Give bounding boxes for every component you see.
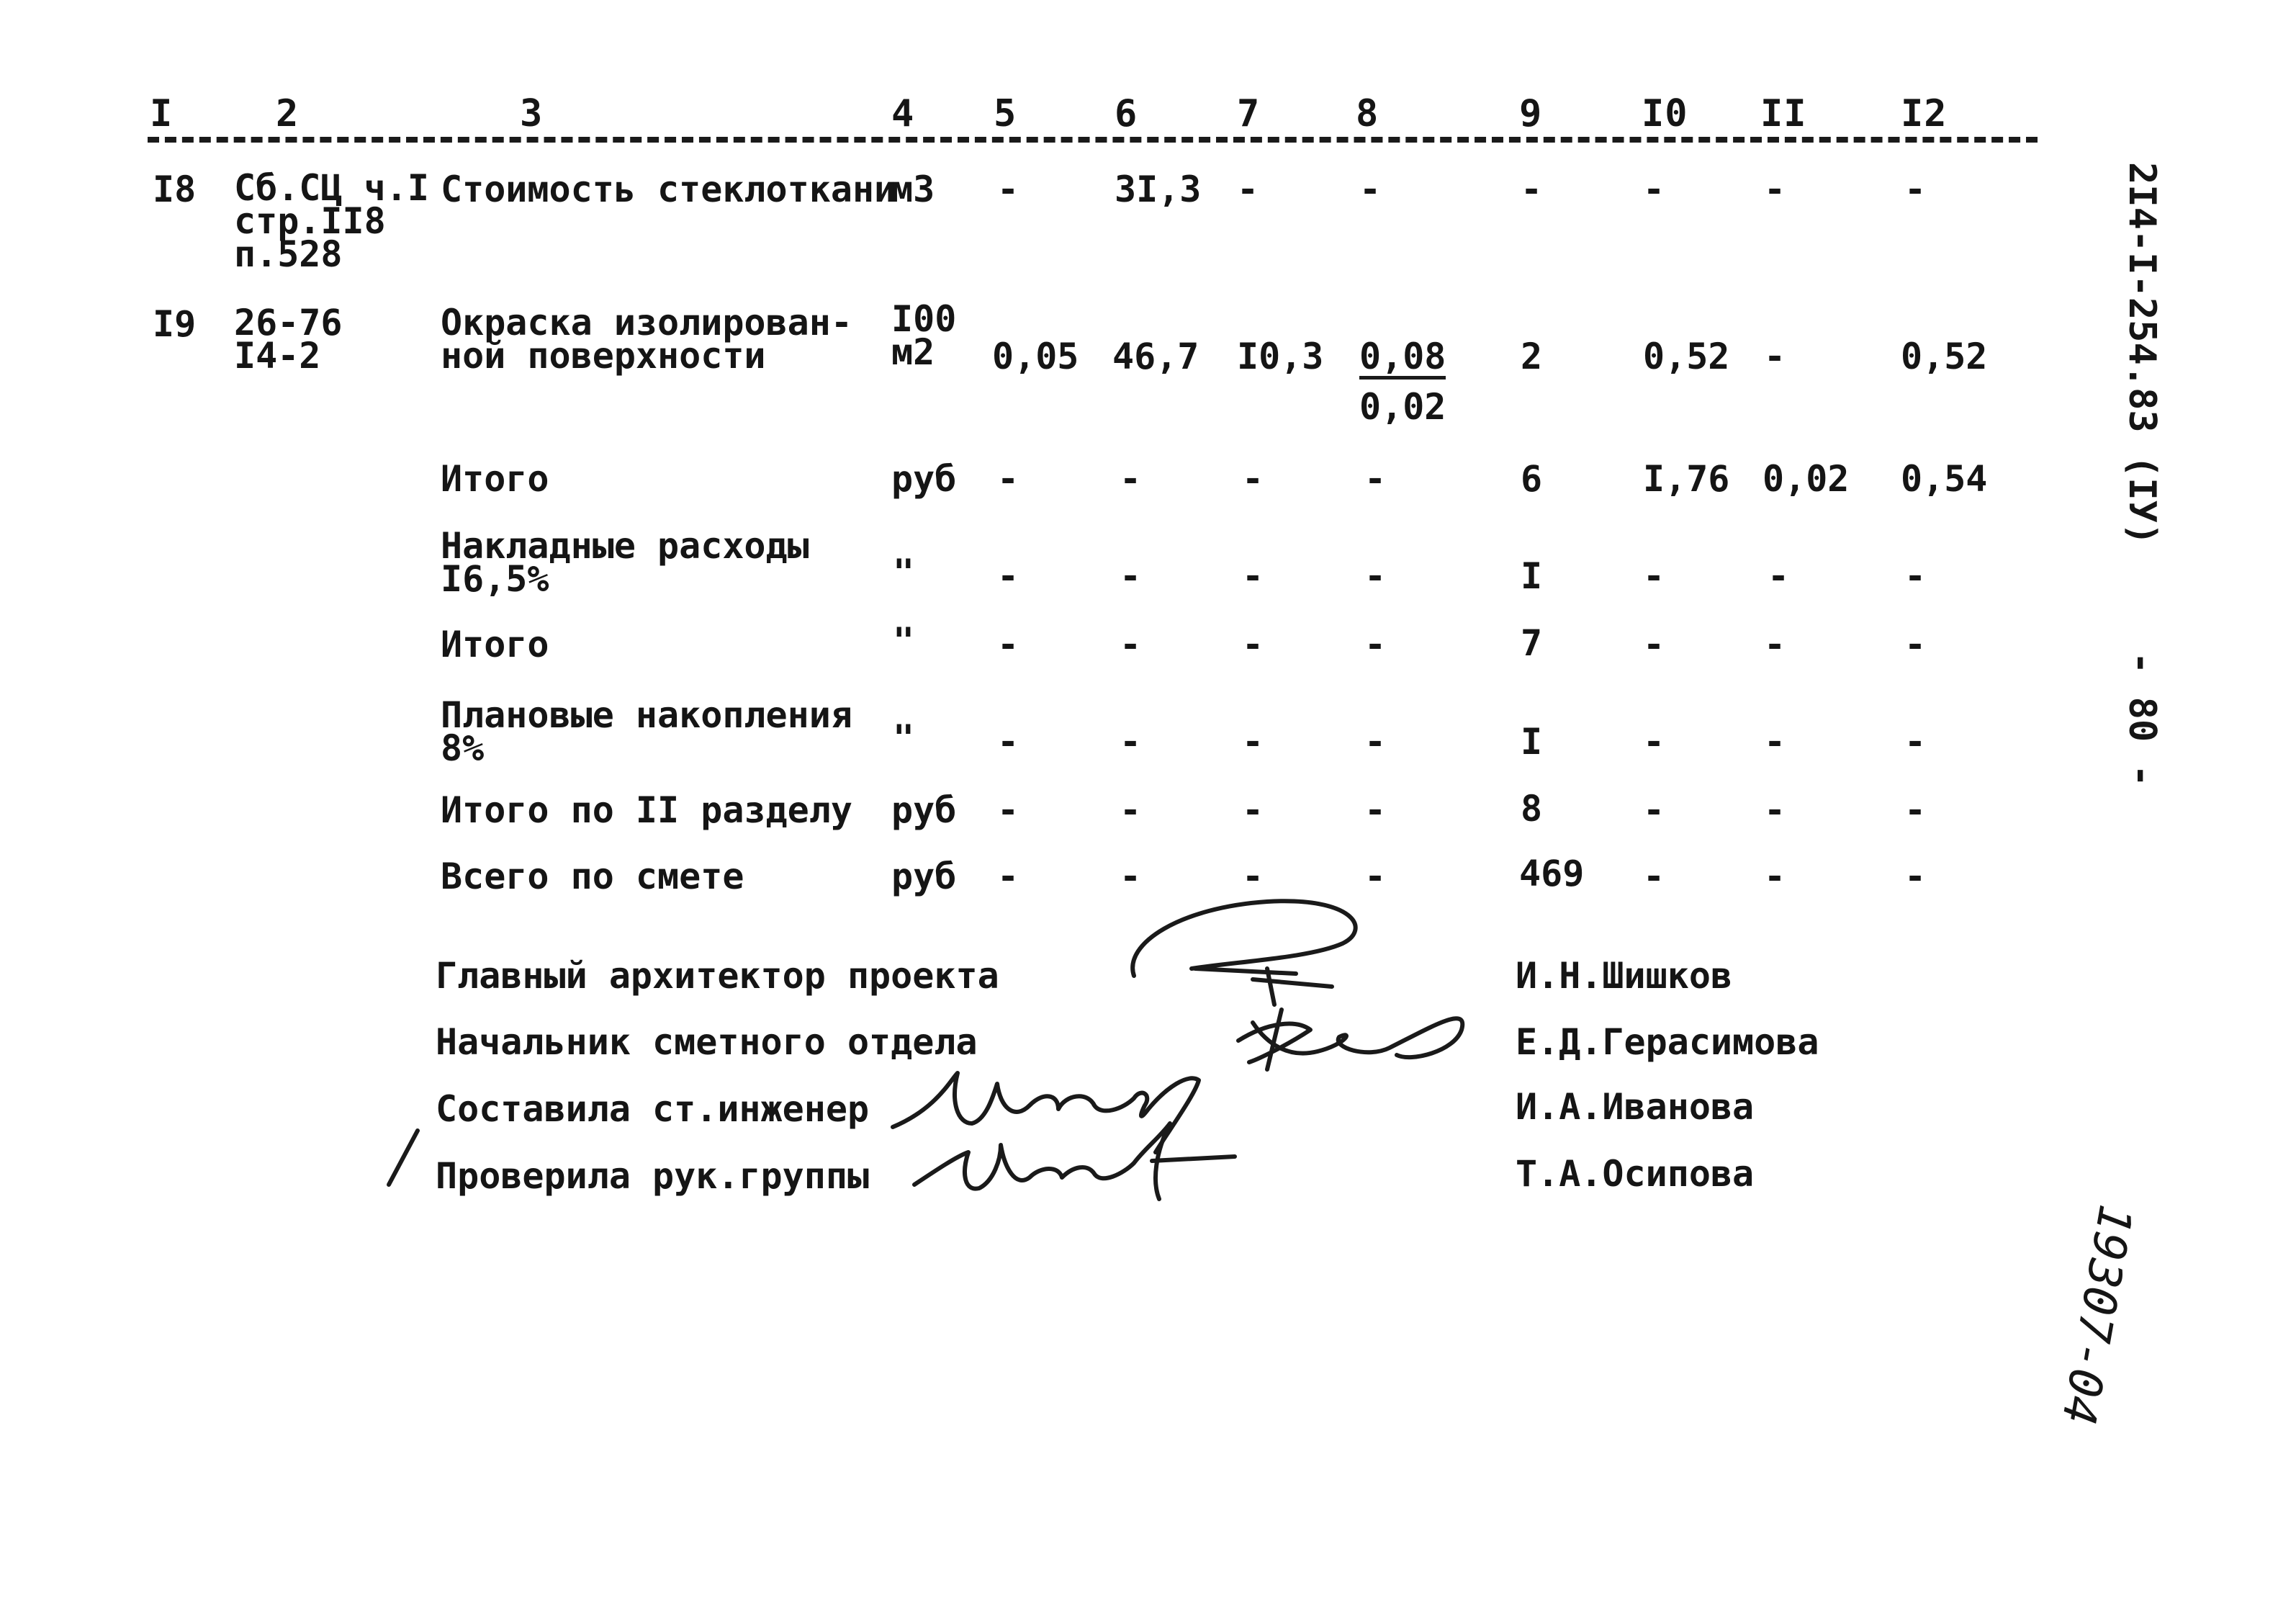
col7-value: - — [1242, 624, 1264, 665]
col7-value: I0,3 — [1237, 336, 1324, 377]
column-header-5: 5 — [994, 92, 1017, 135]
column-header-11: II — [1760, 92, 1807, 135]
column-header-2: 2 — [276, 92, 300, 135]
col8-value: - — [1364, 624, 1387, 665]
col11-value: 0,02 — [1762, 458, 1850, 500]
signature-role: Составила ст.инженер — [436, 1088, 870, 1130]
signature-role: Главный архитектор проекта — [436, 955, 999, 997]
col5-value: - — [997, 721, 1019, 763]
unit: " — [893, 552, 915, 593]
col12-value: 0,54 — [1901, 458, 1988, 500]
col12-value: - — [1904, 789, 1927, 831]
margin-slash-mark — [389, 1131, 418, 1185]
reference: Сб.СЦ ч.I стр.II8 п.528 — [234, 167, 429, 275]
signature-name: Е.Д.Герасимова — [1516, 1021, 1819, 1063]
work-name: Всего по смете — [441, 856, 744, 897]
col12-value: - — [1904, 721, 1927, 763]
col11-value: - — [1764, 169, 1786, 210]
col12-value: - — [1904, 169, 1927, 210]
unit: " — [893, 620, 915, 662]
col10-value: - — [1643, 624, 1665, 665]
col11-value: - — [1768, 555, 1790, 597]
col9-value: I — [1521, 721, 1543, 763]
col8-value-top: 0,08 — [1359, 338, 1446, 380]
col12-value: - — [1904, 856, 1927, 897]
col6-value: - — [1120, 721, 1142, 763]
document-code: 2I4-I-254.83 (IУ) — [2120, 162, 2164, 546]
col8-value-bottom: 0,02 — [1359, 386, 1446, 428]
col5-value: - — [997, 856, 1019, 897]
unit: м3 — [891, 169, 935, 210]
col8-value: - — [1364, 458, 1387, 500]
column-header-1: I — [150, 92, 174, 135]
col11-value: - — [1764, 721, 1786, 763]
col8-value: - — [1364, 789, 1387, 831]
work-name: Стоимость стеклоткани — [441, 169, 896, 210]
col8-value: - — [1364, 856, 1387, 897]
col12-value: - — [1904, 555, 1927, 597]
column-header-9: 9 — [1519, 92, 1543, 135]
col10-value: 0,52 — [1643, 336, 1730, 377]
inventory-number: 19307-04 — [2050, 1200, 2142, 1429]
col7-value: - — [1242, 789, 1264, 831]
col6-value: 3I,3 — [1115, 169, 1202, 210]
unit: руб — [891, 856, 957, 897]
col6-value: - — [1120, 789, 1142, 831]
signature-name: И.Н.Шишков — [1516, 955, 1733, 997]
unit: " — [893, 717, 915, 759]
work-name: Плановые накопления 8% — [441, 694, 852, 769]
signature-scribble-checker — [914, 1123, 1235, 1199]
col6-value: - — [1120, 555, 1142, 597]
col5-value: - — [997, 624, 1019, 665]
col8-value: - — [1359, 169, 1382, 210]
col9-value: - — [1521, 169, 1543, 210]
column-header-7: 7 — [1237, 92, 1261, 135]
signature-role: Начальник сметного отдела — [436, 1021, 978, 1063]
work-name: Накладные расходы I6,5% — [441, 525, 809, 600]
col10-value: - — [1643, 789, 1665, 831]
work-name: Итого по II разделу — [441, 789, 852, 831]
work-name: Итого — [441, 624, 549, 665]
col6-value: - — [1120, 624, 1142, 665]
col12-value: 0,52 — [1901, 336, 1988, 377]
work-name: Окраска изолирован- ной поверхности — [441, 302, 852, 377]
unit: I00 м2 — [891, 298, 957, 373]
col9-value: 2 — [1521, 336, 1543, 377]
column-header-12: I2 — [1901, 92, 1948, 135]
col10-value: - — [1643, 169, 1665, 210]
row-number: I9 — [153, 303, 197, 345]
col8-value: - — [1364, 721, 1387, 763]
column-header-3: 3 — [520, 92, 544, 135]
signature-scribble-dept-head — [1238, 1010, 1462, 1069]
signature-name: И.А.Иванова — [1516, 1086, 1755, 1128]
col9-value: 8 — [1521, 788, 1543, 830]
signature-role: Проверила рук.группы — [436, 1155, 870, 1197]
col5-value: 0,05 — [992, 336, 1079, 377]
col12-value: - — [1904, 624, 1927, 665]
col9-value: 6 — [1521, 458, 1543, 500]
col7-value: - — [1242, 856, 1264, 897]
col5-value: - — [997, 555, 1019, 597]
col7-value: - — [1242, 721, 1264, 763]
col5-value: - — [997, 169, 1019, 210]
col11-value: - — [1764, 624, 1786, 665]
col6-value: - — [1120, 856, 1142, 897]
column-header-8: 8 — [1356, 92, 1379, 135]
col8-value: - — [1364, 555, 1387, 597]
col5-value: - — [997, 789, 1019, 831]
col11-value: - — [1764, 856, 1786, 897]
column-header-4: 4 — [891, 92, 915, 135]
col10-value: - — [1643, 721, 1665, 763]
col11-value: - — [1764, 789, 1786, 831]
unit: руб — [891, 789, 957, 831]
signature-name: Т.А.Осипова — [1516, 1153, 1755, 1195]
reference: 26-76 I4-2 — [234, 302, 343, 377]
signature-scribble-architect — [1133, 901, 1355, 1005]
col7-value: - — [1242, 458, 1264, 500]
col9-value: I — [1521, 555, 1543, 597]
col6-value: - — [1120, 458, 1142, 500]
col9-value: 7 — [1521, 622, 1543, 664]
col7-value: - — [1237, 169, 1259, 210]
col10-value: I,76 — [1643, 458, 1730, 500]
col10-value: - — [1643, 555, 1665, 597]
work-name: Итого — [441, 458, 549, 500]
column-header-10: I0 — [1642, 92, 1688, 135]
column-header-6: 6 — [1115, 92, 1138, 135]
unit: руб — [891, 458, 957, 500]
col6-value: 46,7 — [1112, 336, 1199, 377]
col5-value: - — [997, 458, 1019, 500]
col10-value: - — [1643, 856, 1665, 897]
page-number: - 80 - — [2120, 652, 2164, 787]
col7-value: - — [1242, 555, 1264, 597]
col11-value: - — [1764, 336, 1786, 377]
row-number: I8 — [153, 169, 197, 210]
col9-value: 469 — [1519, 853, 1585, 894]
